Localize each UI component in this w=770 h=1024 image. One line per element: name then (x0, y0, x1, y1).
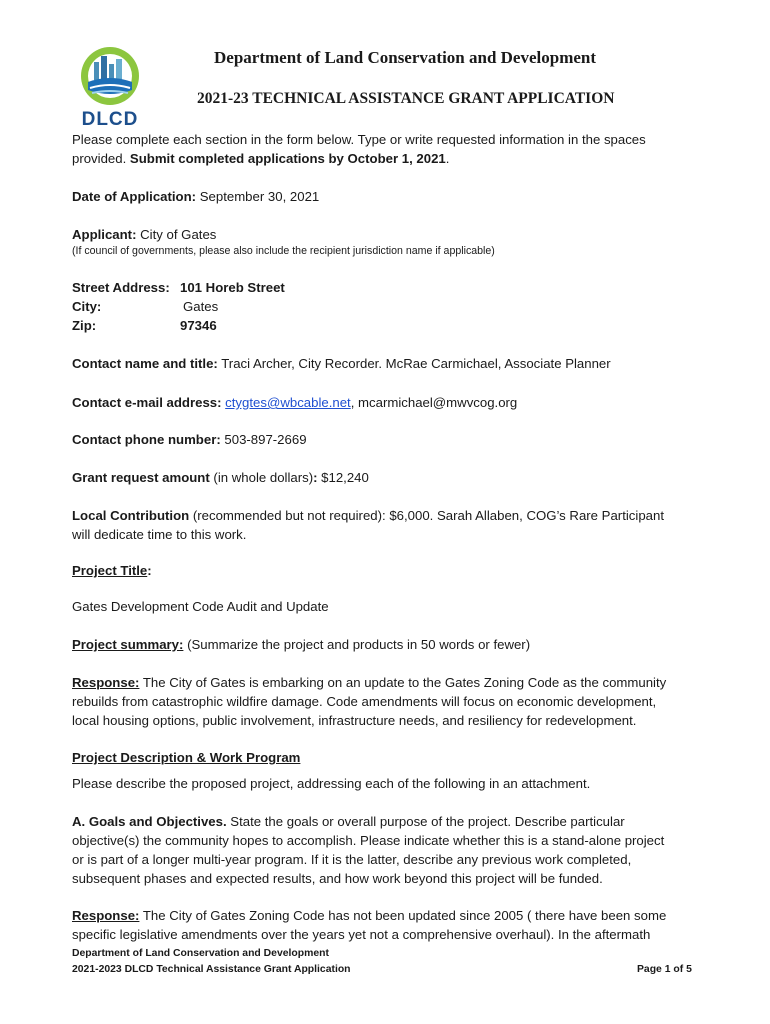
local-line-1: (recommended but not required): $6,000. Sarah Allaben, COG’s Rare Participant (189, 508, 664, 523)
street-label: Street Address: (72, 280, 170, 295)
contact-email-label: Contact e-mail address: (72, 395, 222, 410)
summary-response-line-3: local housing options, public involvement, infrastructure needs, and resiliency for redevelopment. (72, 713, 637, 728)
contact-phone-label: Contact phone number: (72, 432, 221, 447)
project-summary (72, 635, 530, 654)
page-title: 2021-23 TECHNICAL ASSISTANCE GRANT APPLICATION (197, 90, 615, 107)
goals-response-line-1 (72, 906, 666, 925)
logo-text: DLCD (81, 109, 139, 130)
contact-name-label: Contact name and title: (72, 356, 218, 371)
project-summary-label: Project summary: (72, 637, 184, 652)
department-heading: Department of Land Conservation and Development (214, 48, 597, 67)
footer-page-number: Page 1 of 5 (637, 964, 692, 975)
project-title-colon: : (147, 563, 152, 578)
goals-response-label: Response: (72, 908, 140, 923)
contact-phone-value: 503-897-2669 (220, 432, 307, 447)
dlcd-logo (70, 44, 150, 130)
local-label: Local Contribution (72, 508, 190, 523)
applicant-label: Applicant: (72, 227, 137, 242)
city-value: Gates (183, 299, 219, 314)
contact-email-rest: , mcarmichael@mwvcog.org (350, 395, 518, 410)
contact-phone (72, 430, 307, 449)
project-title-heading (72, 561, 152, 580)
local-line-2: will dedicate time to this work. (72, 527, 247, 542)
applicant-note: (If council of governments, please also include the recipient jurisdiction name if applicable) (72, 245, 495, 257)
project-title-label: Project Title (72, 563, 148, 578)
intro-text: provided. (72, 151, 130, 166)
email-link[interactable]: ctygtes@wbcable.net (225, 395, 351, 410)
intro-line-2 (72, 149, 449, 168)
grant-value: $12,240 (317, 470, 369, 485)
city-label: City: (72, 299, 102, 314)
intro-line-1: Please complete each section in the form below. Type or write requested information in the spaces (72, 132, 646, 147)
goals-line-3: or is part of a longer multi-year program. If it is the latter, describe any previous work completed, (72, 852, 632, 867)
goals-line-4: subsequent phases and expected results, and how work beyond this project will be funded. (72, 871, 603, 886)
description-text: Please describe the proposed project, addressing each of the following in an attachment. (72, 776, 591, 791)
zip-value: 97346 (180, 318, 217, 333)
contact-name-value: Traci Archer, City Recorder. McRae Carmichael, Associate Planner (217, 356, 611, 371)
footer-document-title: 2021-2023 DLCD Technical Assistance Grant Application (72, 964, 351, 975)
summary-response-text: The City of Gates is embarking on an update to the Gates Zoning Code as the community (139, 675, 667, 690)
street-value: 101 Horeb Street (180, 280, 285, 295)
grant-label: Grant request amount (72, 470, 210, 485)
footer-department: Department of Land Conservation and Development (72, 948, 329, 959)
logo-emblem-icon (70, 44, 150, 106)
intro-period: . (445, 151, 450, 166)
date-value: September 30, 2021 (196, 189, 320, 204)
goals-text-1: State the goals or overall purpose of the project. Describe particular (226, 814, 625, 829)
goals-line-2: objective(s) the community hopes to accomplish. Please indicate whether this is a stand-alone project (72, 833, 665, 848)
local-contribution (72, 506, 664, 525)
description-heading: Project Description & Work Program (72, 750, 301, 765)
deadline-text: Submit completed applications by October 1, 2021 (129, 151, 446, 166)
contact-email (72, 393, 517, 412)
grant-colon: : (313, 470, 318, 485)
project-summary-instruction: (Summarize the project and products in 50 words or fewer) (183, 637, 531, 652)
goals-response-text: The City of Gates Zoning Code has not been updated since 2005 ( there have been some (139, 908, 667, 923)
goals-label: A. Goals and Objectives. (72, 814, 227, 829)
contact-name (72, 354, 611, 373)
summary-response-line-2: rebuilds from catastrophic wildfire damage. Code amendments will focus on economic development, (72, 694, 657, 709)
goals-response-line-2: specific legislative amendments over the years yet not a comprehensive overhaul). In the aftermath (72, 927, 651, 942)
zip-label: Zip: (72, 318, 97, 333)
date-label: Date of Application: (72, 189, 197, 204)
summary-response-label: Response: (72, 675, 140, 690)
date-of-application (72, 187, 319, 206)
goals-line-1 (72, 812, 625, 831)
grant-request (72, 468, 369, 487)
project-title-value: Gates Development Code Audit and Update (72, 599, 329, 614)
applicant-value: City of Gates (136, 227, 217, 242)
grant-note: (in whole dollars) (209, 470, 314, 485)
summary-response-line-1 (72, 673, 666, 692)
